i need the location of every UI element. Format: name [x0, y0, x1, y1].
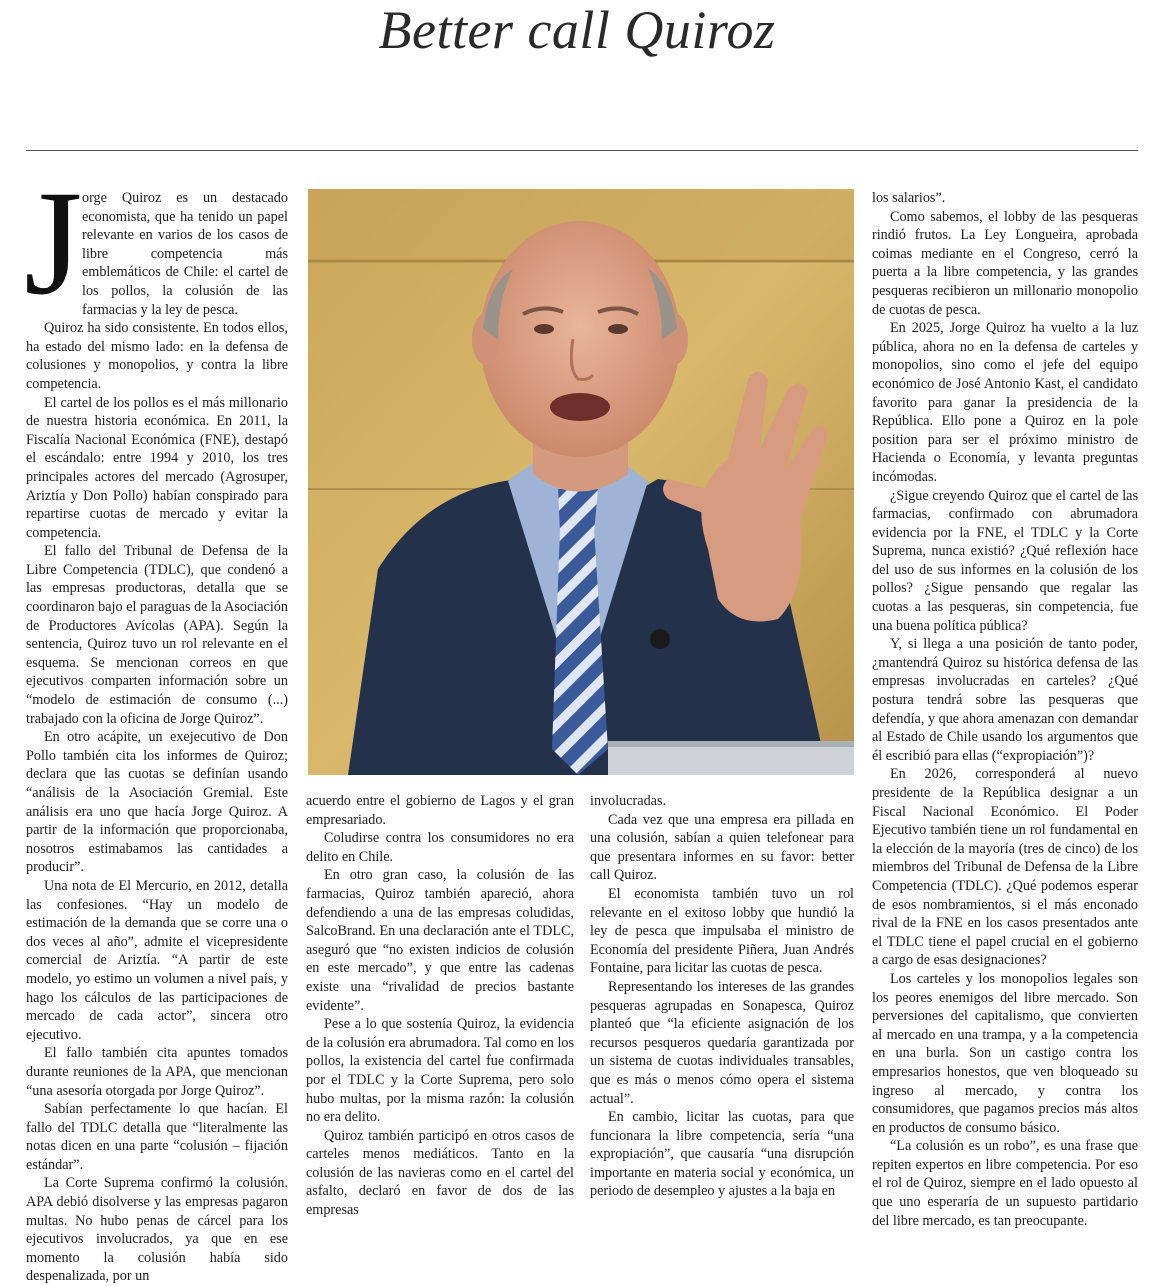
paragraph: Y, si llega a una posición de tanto poder, ¿mantendrá Quiroz su histórica defensa de las empresas involucradas en carteles? ¿Qué postura tendrá sobre las pesqueras que defendía, y que ahora amenazan con demandar al Estado de Chile usando los argumentos que él escribió para ellas (“expropiación”)? — [872, 636, 1138, 764]
paragraph: En 2026, corresponderá al nuevo presidente de la República designar a un Fiscal Nacional Económico. El Poder Ejecutivo también tiene un rol fundamental en la elección de la mayoría (tres de cinco) de los miembros del Tribunal de Defensa de la Libre Competencia (TDLC). ¿Qué podemos esperar de esos nombramientos, si el más enconado rival de la FNE en los casos presentados ante el TDLC tiene el papel crucial en el gobierno a cargo de esas designaciones? — [872, 766, 1138, 969]
paragraph: Los carteles y los monopolios legales son los peores enemigos del libre mercado. Son perversiones del capitalismo, que convierten al mercado en una trampa, y a la competencia en una burla. Son un castigo contra los empresarios honestos, que ven bloqueado su ingreso al mercado, y contra los consumidores, que pagamos precios más altos en productos de consumo básico. — [872, 970, 1138, 1136]
paragraph: “La colusión es un robo”, es una frase que repiten expertos en libre competencia. Por eso el rol de Quiroz, siempre en el lado opuesto al que uno esperaría de un supuesto partidario del libre mercado, es tan preocupante. — [872, 1138, 1138, 1229]
paragraph: acuerdo entre el gobierno de Lagos y el gran empresariado. — [306, 793, 574, 828]
paragraph: La Corte Suprema confirmó la colusión. APA debió disolverse y las empresas pagaron multas. No hubo penas de cárcel para los ejecutivos involucrados, ya que en ese momento la colusión había sido despenalizada, por un — [26, 1175, 288, 1285]
paragraph: El fallo también cita apuntes tomados durante reuniones de la APA, que mencionan “una asesoría otorgada por Jorge Quiroz”. — [26, 1045, 288, 1099]
paragraph: En cambio, licitar las cuotas, para que funcionara la libre competencia, sería “una expropiación”, que causaría “una disrupción importante en materia social y económica, un periodo de desempleo y ajustes a la baja en — [590, 1109, 854, 1200]
article-column-3 — [590, 792, 854, 1201]
paragraph: Pese a lo que sostenía Quiroz, la evidencia de la colusión era abrumadora. Tal como en los pollos, la existencia del cartel fue confirmada por el TDLC y la Corte Suprema, pero solo hubo multas, por la misma razón: la colusión no era delito. — [306, 1016, 574, 1126]
paragraph: orge Quiroz es un destacado economista, que ha tenido un papel relevante en varios de los casos de libre competencia más emblemáticos de Chile: el cartel de los pollos, la colusión de las farmacias y la ley de pesca. — [82, 190, 288, 318]
paragraph: En 2025, Jorge Quiroz ha vuelto a la luz pública, ahora no en la defensa de carteles y monopolios, sino como el jefe del equipo económico de José Antonio Kast, el candidato favorito para ganar la presidencia de la República. Ello pone a Quiroz en la pole position para ser el próximo ministro de Hacienda o Economía, y levanta preguntas incómodas. — [872, 320, 1138, 485]
article-column-2 — [306, 792, 574, 1220]
paragraph: Sabían perfectamente lo que hacían. El fallo del TDLC detalla que “literalmente las notas dicen en una parte “colusión – fijación estándar”. — [26, 1101, 288, 1173]
paragraph: El economista también tuvo un rol relevante en el exitoso lobby que hundió la ley de pesca que impulsaba el ministro de Economía del presidente Piñera, Juan Andrés Fontaine, para licitar las cuotas de pesca. — [590, 885, 854, 977]
paragraph: Coludirse contra los consumidores no era delito en Chile. — [306, 830, 574, 865]
article-column-1 — [24, 160, 288, 1286]
portrait-photo-icon — [308, 189, 854, 775]
paragraph: Quiroz ha sido consistente. En todos ellos, ha estado del mismo lado: en la defensa de colusiones y monopolios, y contra la libre competencia. — [26, 320, 288, 392]
article-column-4 — [872, 189, 1138, 1230]
paragraph: los salarios”. — [872, 190, 946, 206]
paragraph: El cartel de los pollos es el más millonario de nuestra historia económica. En 2011, la Fiscalía Nacional Económica (FNE), destapó el escándalo: entre 1994 y 2010, los tres principales actores del mercado (Agrosuper, Ariztía y Don Pollo) habían conspirado para repartirse cuotas de mercado y evitar la competencia. — [26, 394, 288, 541]
headline-divider — [26, 150, 1138, 151]
paragraph: Una nota de El Mercurio, en 2012, detalla las confesiones. “Hay un modelo de estimación de la demanda que se corre una o dos veces al año”, admite el vicepresidente comercial de Ariztía. “A partir de este modelo, yo estimo un volumen a nivel país, y hago los cálculos de las participaciones de mercado de cada actor”, sincera otro ejecutivo. — [26, 877, 288, 1043]
paragraph: Como sabemos, el lobby de las pesqueras rindió frutos. La Ley Longueira, aprobada coimas mediante en el Congreso, cerró la puerta a la libre competencia, y las grandes pesqueras recibieron un millonario monopolio de cuotas de pesca. — [872, 208, 1138, 318]
drop-cap: J — [24, 160, 83, 326]
paragraph: Cada vez que una empresa era pillada en una colusión, sabían a quien telefonear para que presentara informes en su favor: better call Quiroz. — [590, 811, 854, 884]
paragraph: En otro gran caso, la colusión de las farmacias, Quiroz también apareció, ahora defendiendo a una de las empresas coludidas, SalcoBrand. En una declaración ante el TDLC, aseguró que “no existen indicios de colusión en este mercado”, y que entre las cadenas existe una “rivalidad de precios bastante evidente”. — [306, 867, 574, 1014]
paragraph: involucradas. — [590, 793, 667, 809]
article-headline: Better call Quiroz — [378, 0, 776, 60]
paragraph: Quiroz también participó en otros casos de carteles menos mediáticos. Tanto en la colusión de las navieras como en el cartel del asfalto, declaró en favor de dos de las empresas — [306, 1127, 574, 1219]
paragraph: El fallo del Tribunal de Defensa de la Libre Competencia (TDLC), que condenó a las empresas productoras, detalla que se coordinaron bajo el paraguas de la Asociación de Productores Avícolas (APA). Según la sentencia, Quiroz tuvo un rol relevante en el esquema. Se mencionan correos en que ejecutivos comparten información sobre un “modelo de estimación de consumo (...) trabajado con la oficina de Jorge Quiroz”. — [26, 543, 288, 727]
paragraph: ¿Sigue creyendo Quiroz que el cartel de las farmacias, confirmado con abrumadora evidencia por la FNE, el TDLC y la Corte Suprema, nunca existió? ¿Qué reflexión hace del uso de sus informes en la colusión de los pollos? ¿Sigue pensando que regalar las cuotas a las pesqueras, sin competencia, fue una buena política pública? — [872, 487, 1138, 634]
paragraph: En otro acápite, un exejecutivo de Don Pollo también cita los informes de Quiroz; declara que las cuotas se definían usando “análisis de la Asociación Gremial. Este análisis era uno que hacía Jorge Quiroz. A partir de la información que proporcionaba, nosotros estimabamos las cantidades a producir”. — [26, 729, 288, 876]
paragraph: Representando los intereses de las grandes pesqueras agrupadas en Sonapesca, Quiroz planteó que “la eficiente asignación de los recursos pesqueros quedaría garantizada por un sistema de cuotas individuales transables, que es más o menos cómo opera el sistema actual”. — [590, 978, 854, 1107]
